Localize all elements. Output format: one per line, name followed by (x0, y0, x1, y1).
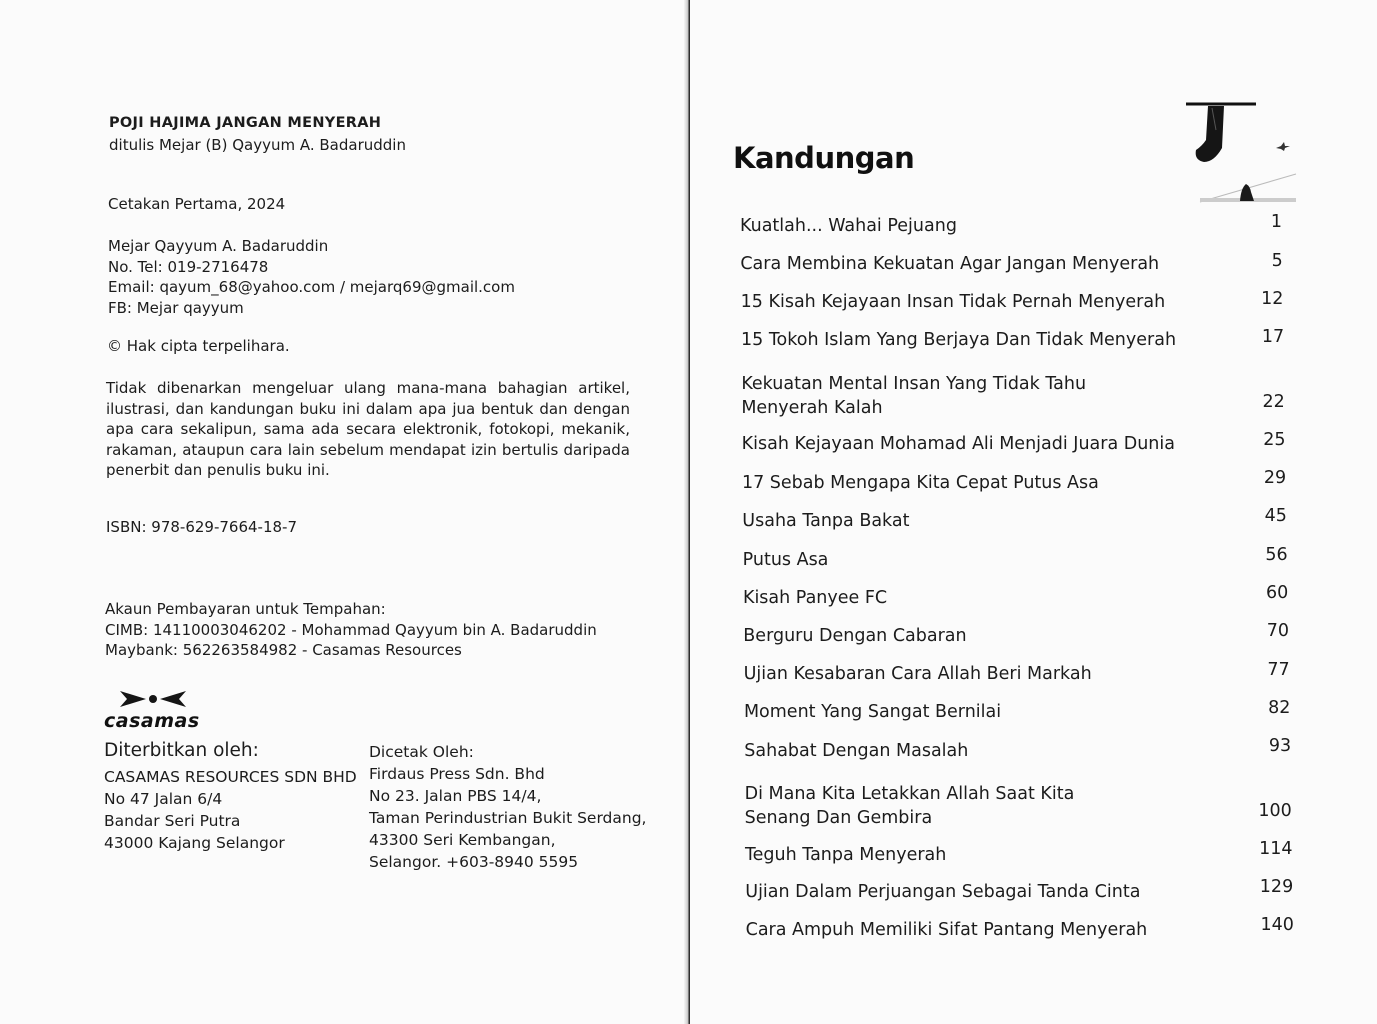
printer-heading: Dicetak Oleh: (369, 743, 474, 761)
toc-entry-page: 93 (1268, 736, 1292, 756)
toc-entry-title: 15 Tokoh Islam Yang Berjaya Dan Tidak Menyerah (740, 330, 1177, 350)
copyright-page (0, 0, 686, 1024)
logo-wordmark: casamas (104, 710, 200, 732)
toc-entry-page: 114 (1259, 839, 1293, 859)
toc-entry-title: Kisah Panyee FC (742, 588, 888, 608)
toc-entry-title: Usaha Tanpa Bakat (742, 511, 910, 531)
publisher-heading: Diterbitkan oleh: (104, 740, 259, 761)
toc-entry-title: Moment Yang Sangat Bernilai (743, 702, 1002, 722)
toc-entry-page: 140 (1260, 915, 1294, 935)
isbn: ISBN: 978-629-7664-18-7 (106, 518, 297, 536)
seesaw-illustration-icon (1184, 100, 1314, 210)
toc-entry-title: Kisah Kejayaan Mohamad Ali Menjadi Juara Dunia (741, 434, 1175, 454)
toc-entry-title: Ujian Kesabaran Cara Allah Beri Markah (743, 664, 1092, 684)
toc-entry-page: 129 (1259, 877, 1294, 897)
payment-cimb: CIMB: 14110003046202 - Mohammad Qayyum bin A. Badaruddin (105, 620, 597, 639)
contact-block (108, 236, 515, 318)
toc-entry-title: 15 Kisah Kejayaan Insan Tidak Pernah Menyerah (740, 292, 1166, 312)
copyright-notice: © Hak cipta terpelihara. (107, 337, 290, 355)
toc-entry-page: 17 (1261, 327, 1285, 347)
bowtie-logo-icon (118, 688, 188, 710)
book-title: POJI HAJIMA JANGAN MENYERAH (109, 115, 382, 131)
edition-line: Cetakan Pertama, 2024 (108, 195, 286, 213)
printer-name: Firdaus Press Sdn. Bhd (369, 765, 545, 783)
contents-page (690, 0, 1377, 1024)
toc-entry-title: 17 Sebab Mengapa Kita Cepat Putus Asa (741, 473, 1099, 493)
contact-email: Email: qayum_68@yahoo.com / mejarq69@gmail.com (108, 278, 515, 296)
toc-entry-page: 60 (1266, 583, 1289, 603)
toc-title: Kandungan (733, 141, 915, 175)
toc-entry-title: Kekuatan Mental Insan Yang Tidak Tahu Menyerah Kalah (741, 374, 1087, 418)
toc-entry-page: 82 (1268, 698, 1291, 718)
toc-entry-page: 25 (1263, 430, 1286, 450)
toc-entry-page: 22 (1262, 392, 1285, 412)
printer-state-phone: Selangor. +603-8940 5595 (369, 853, 579, 871)
toc-entry-title: Berguru Dengan Cabaran (743, 626, 967, 646)
payment-heading: Akaun Pembayaran untuk Tempahan: (105, 600, 386, 618)
publisher-name: CASAMAS RESOURCES SDN BHD (104, 768, 357, 786)
printer-city: 43300 Seri Kembangan, (369, 831, 556, 849)
printer-area: Taman Perindustrian Bukit Serdang, (369, 809, 647, 827)
payment-maybank: Maybank: 562263584982 - Casamas Resources (105, 641, 462, 659)
toc-entry-page: 77 (1267, 660, 1290, 680)
toc-entry-page: 12 (1261, 289, 1284, 309)
contact-facebook: FB: Mejar qayyum (108, 298, 244, 317)
author-line: ditulis Mejar (B) Qayyum A. Badaruddin (109, 136, 406, 154)
toc-entry-title: Putus Asa (742, 550, 829, 570)
toc-entry-page: 56 (1265, 545, 1288, 565)
publisher-street: No 47 Jalan 6/4 (104, 790, 223, 808)
toc-entry-page: 70 (1266, 621, 1289, 641)
toc-entry-page: 29 (1263, 468, 1287, 488)
reproduction-notice: Tidak dibenarkan mengeluar ulang mana-mana bahagian artikel, ilustrasi, dan kandungan buku ini dalam apa jua bentuk dan dengan apa cara sekalipun, sama ada secara elektronik, fotokopi, mekanik, rakaman, ataupun cara lain sebelum mendapat izin bertulis daripada penerbit dan penulis buku ini. (106, 379, 630, 479)
toc-entry-page: 5 (1271, 251, 1283, 271)
contact-name: Mejar Qayyum A. Badaruddin (108, 237, 329, 255)
publisher-address (104, 766, 357, 854)
toc-entry-title: Cara Membina Kekuatan Agar Jangan Menyerah (740, 254, 1160, 274)
contact-phone: No. Tel: 019-2716478 (108, 257, 269, 276)
toc-entry-title: Sahabat Dengan Masalah (744, 741, 969, 761)
toc-entry-page: 1 (1270, 212, 1282, 232)
toc-entry-title: Ujian Dalam Perjuangan Sebagai Tanda Cinta (745, 882, 1141, 902)
toc-entry-title: Cara Ampuh Memiliki Sifat Pantang Menyerah (745, 920, 1148, 940)
toc-entry-page: 45 (1264, 506, 1287, 526)
toc-entry-page: 100 (1258, 801, 1292, 821)
publisher-area: Bandar Seri Putra (104, 812, 241, 830)
printer-street: No 23. Jalan PBS 14/4, (369, 787, 542, 805)
publisher-logo (104, 688, 200, 732)
toc-entry-title: Teguh Tanpa Menyerah (744, 845, 947, 865)
toc-entry-title: Kuatlah... Wahai Pejuang (740, 216, 957, 236)
payment-block (105, 599, 597, 661)
printer-address (369, 741, 646, 873)
publisher-city: 43000 Kajang Selangor (104, 834, 285, 852)
toc-entry-title: Di Mana Kita Letakkan Allah Saat Kita Senang Dan Gembira (744, 784, 1075, 828)
